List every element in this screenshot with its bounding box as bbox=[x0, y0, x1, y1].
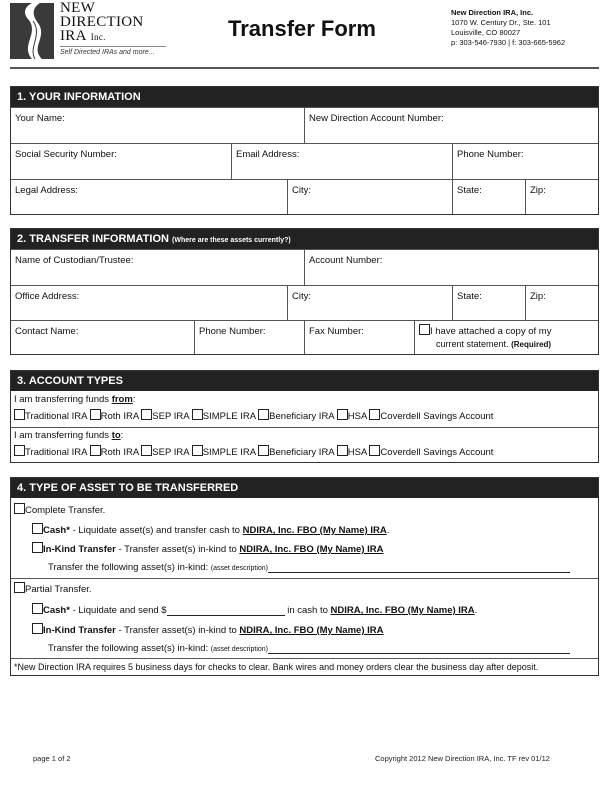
company-city: Louisville, CO 80027 bbox=[451, 28, 521, 37]
transfer-from-label: I am transferring funds from: bbox=[14, 394, 136, 405]
complete-inkind-text: - Transfer asset(s) in-kind to bbox=[115, 544, 240, 555]
from-beneficiary-ira-label: Beneficiary IRA bbox=[269, 411, 335, 422]
email-field[interactable] bbox=[231, 144, 452, 179]
complete-cash-checkbox[interactable] bbox=[32, 523, 43, 534]
section2-row2 bbox=[11, 285, 598, 320]
partial-transfer-checkbox[interactable] bbox=[14, 582, 25, 593]
partial-following-label: Transfer the following asset(s) in-kind: bbox=[48, 643, 211, 654]
custodian-phone-field[interactable] bbox=[194, 321, 304, 354]
complete-inkind-checkbox[interactable] bbox=[32, 542, 43, 553]
section2-row1 bbox=[11, 249, 598, 285]
complete-asset-desc-input[interactable] bbox=[268, 563, 570, 573]
header-divider bbox=[10, 67, 599, 69]
company-address bbox=[451, 8, 565, 48]
from-simple-ira-checkbox[interactable] bbox=[192, 409, 203, 420]
from-coverdell-checkbox[interactable] bbox=[369, 409, 380, 420]
from-roth-ira-checkbox[interactable] bbox=[90, 409, 101, 420]
fax-label: Fax Number: bbox=[309, 326, 364, 337]
complete-transfer-label: Complete Transfer. bbox=[25, 505, 106, 516]
logo-line3: IRA bbox=[60, 28, 87, 44]
partial-cash-text: - Liquidate and send $ bbox=[69, 605, 167, 616]
transfer-to-word: to bbox=[111, 430, 121, 441]
statement-attached-line2: current statement. bbox=[436, 339, 509, 349]
logo-wordmark bbox=[60, 1, 144, 44]
to-hsa-label: HSA bbox=[347, 447, 367, 458]
section4-heading: 4. TYPE OF ASSET TO BE TRANSFERRED bbox=[11, 478, 598, 498]
custodian-state-field[interactable] bbox=[452, 286, 525, 320]
custodian-account-number-label: Account Number: bbox=[309, 255, 383, 266]
to-roth-ira-checkbox[interactable] bbox=[90, 445, 101, 456]
to-sep-ira-checkbox[interactable] bbox=[141, 445, 152, 456]
section-your-information bbox=[10, 86, 599, 215]
section3-heading: 3. ACCOUNT TYPES bbox=[11, 371, 598, 391]
state-field[interactable] bbox=[452, 180, 525, 214]
complete-cash-fbo: NDIRA, Inc. FBO (My Name) IRA bbox=[242, 525, 387, 536]
to-traditional-ira-checkbox[interactable] bbox=[14, 445, 25, 456]
section2-heading bbox=[11, 229, 598, 249]
from-roth-ira-label: Roth IRA bbox=[100, 411, 139, 422]
complete-following-assets bbox=[48, 562, 570, 573]
partial-asset-desc-label: (asset description) bbox=[210, 646, 268, 653]
ndira-account-number-field[interactable] bbox=[304, 108, 598, 143]
complete-inkind-label: In-Kind Transfer bbox=[43, 544, 116, 555]
partial-inkind-text: - Transfer asset(s) in-kind to bbox=[115, 625, 240, 636]
account-types-divider bbox=[11, 427, 598, 428]
custodian-zip-label: Zip: bbox=[530, 291, 546, 302]
logo-tagline: Self Directed IRAs and more... bbox=[60, 49, 155, 56]
custodian-zip-field[interactable] bbox=[525, 286, 598, 320]
legal-address-label: Legal Address: bbox=[15, 185, 78, 196]
from-types-row bbox=[14, 409, 493, 422]
company-street: 1070 W. Century Dr., Ste. 101 bbox=[451, 18, 551, 27]
section2-row3 bbox=[11, 320, 598, 354]
from-sep-ira-checkbox[interactable] bbox=[141, 409, 152, 420]
partial-following-assets bbox=[48, 643, 570, 654]
from-traditional-ira-checkbox[interactable] bbox=[14, 409, 25, 420]
section1-row1 bbox=[11, 107, 598, 143]
from-sep-ira-label: SEP IRA bbox=[152, 411, 190, 422]
partial-cash-checkbox[interactable] bbox=[32, 603, 43, 614]
zip-label: Zip: bbox=[530, 185, 546, 196]
to-roth-ira-label: Roth IRA bbox=[100, 447, 139, 458]
city-label: City: bbox=[292, 185, 311, 196]
clearing-note: *New Direction IRA requires 5 business days for checks to clear. Bank wires and money orders clear the business day after deposit. bbox=[14, 662, 539, 672]
to-beneficiary-ira-checkbox[interactable] bbox=[258, 445, 269, 456]
partial-cash-to-text: in cash to bbox=[284, 605, 331, 616]
section-account-types bbox=[10, 370, 599, 463]
custodian-state-label: State: bbox=[457, 291, 482, 302]
section1-heading: 1. YOUR INFORMATION bbox=[11, 87, 598, 107]
statement-required-note: (Required) bbox=[511, 340, 552, 349]
to-simple-ira-label: SIMPLE IRA bbox=[202, 447, 256, 458]
partial-transfer-label: Partial Transfer. bbox=[25, 584, 92, 595]
to-simple-ira-checkbox[interactable] bbox=[192, 445, 203, 456]
complete-transfer-option bbox=[14, 503, 105, 516]
partial-inkind-label: In-Kind Transfer bbox=[43, 625, 116, 636]
copyright: Copyright 2012 New Direction IRA, Inc. TF rev 01/12 bbox=[375, 754, 550, 763]
contact-name-field[interactable] bbox=[11, 321, 194, 354]
partial-inkind-option bbox=[32, 623, 384, 636]
complete-inkind-fbo: NDIRA, Inc. FBO (My Name) IRA bbox=[239, 544, 384, 555]
complete-cash-text: - Liquidate asset(s) and transfer cash to bbox=[69, 525, 243, 536]
from-beneficiary-ira-checkbox[interactable] bbox=[258, 409, 269, 420]
custodian-label: Name of Custodian/Trustee: bbox=[15, 255, 134, 266]
page-number: page 1 of 2 bbox=[33, 754, 71, 763]
section1-row2 bbox=[11, 143, 598, 179]
custodian-account-number-field[interactable] bbox=[304, 250, 598, 285]
logo-mark bbox=[10, 3, 54, 59]
your-name-field[interactable] bbox=[11, 108, 304, 143]
complete-asset-desc-label: (asset description) bbox=[210, 565, 268, 572]
state-label: State: bbox=[457, 185, 482, 196]
email-label: Email Address: bbox=[236, 149, 300, 160]
section2-title: 2. TRANSFER INFORMATION bbox=[17, 233, 169, 245]
statement-attached-checkbox[interactable] bbox=[419, 324, 430, 335]
complete-cash-option: Cash* - Liquidate asset(s) and transfer cash to NDIRA, Inc. FBO (My Name) IRA. bbox=[32, 523, 389, 536]
phone-field[interactable] bbox=[452, 144, 598, 179]
legal-address-field[interactable] bbox=[11, 180, 287, 214]
transfer-to-label: I am transferring funds to: bbox=[14, 430, 124, 441]
partial-cash-label: Cash* bbox=[43, 605, 70, 616]
transfer-type-divider bbox=[11, 578, 598, 579]
statement-attached-cell bbox=[414, 321, 598, 354]
logo-line1: NEW bbox=[60, 0, 96, 16]
to-traditional-ira-label: Traditional IRA bbox=[25, 447, 87, 458]
to-coverdell-label: Coverdell Savings Account bbox=[380, 447, 494, 458]
complete-inkind-option bbox=[32, 542, 384, 555]
from-hsa-checkbox[interactable] bbox=[337, 409, 348, 420]
from-coverdell-label: Coverdell Savings Account bbox=[380, 411, 494, 422]
office-address-field[interactable] bbox=[11, 286, 287, 320]
section1-row3 bbox=[11, 179, 598, 214]
to-coverdell-checkbox[interactable] bbox=[369, 445, 380, 456]
to-sep-ira-label: SEP IRA bbox=[152, 447, 190, 458]
to-beneficiary-ira-label: Beneficiary IRA bbox=[269, 447, 335, 458]
logo-inc: Inc. bbox=[90, 32, 106, 42]
city-field[interactable] bbox=[287, 180, 452, 214]
section-transfer-information bbox=[10, 228, 599, 355]
your-name-label: Your Name: bbox=[15, 113, 65, 124]
ndira-account-number-label: New Direction Account Number: bbox=[309, 113, 444, 124]
office-address-label: Office Address: bbox=[15, 291, 80, 302]
fax-field[interactable] bbox=[304, 321, 414, 354]
custodian-field[interactable] bbox=[11, 250, 304, 285]
partial-asset-desc-input[interactable] bbox=[268, 644, 570, 654]
logo-road-icon bbox=[10, 3, 54, 59]
complete-following-label: Transfer the following asset(s) in-kind: bbox=[48, 562, 211, 573]
custodian-phone-label: Phone Number: bbox=[199, 326, 266, 337]
zip-field[interactable] bbox=[525, 180, 598, 214]
partial-inkind-fbo: NDIRA, Inc. FBO (My Name) IRA bbox=[239, 625, 384, 636]
logo-divider bbox=[60, 46, 166, 47]
from-hsa-label: HSA bbox=[347, 411, 367, 422]
section2-title-note: (Where are these assets currently?) bbox=[172, 237, 291, 244]
phone-label: Phone Number: bbox=[457, 149, 524, 160]
ssn-field[interactable] bbox=[11, 144, 231, 179]
partial-inkind-checkbox[interactable] bbox=[32, 623, 43, 634]
transfer-from-word: from bbox=[111, 394, 133, 405]
statement-attached-line1: I have attached a copy of my bbox=[430, 326, 552, 337]
partial-cash-amount-input[interactable] bbox=[167, 606, 285, 616]
partial-cash-fbo: NDIRA, Inc. FBO (My Name) IRA bbox=[330, 605, 475, 616]
partial-transfer-option bbox=[14, 582, 92, 595]
contact-name-label: Contact Name: bbox=[15, 326, 79, 337]
partial-cash-option: Cash* - Liquidate and send $ in cash to NDIRA, Inc. FBO (My Name) IRA. bbox=[32, 603, 477, 616]
note-divider bbox=[11, 658, 598, 659]
to-types-row bbox=[14, 445, 493, 458]
logo-line2: DIRECTION bbox=[60, 14, 144, 30]
custodian-city-field[interactable] bbox=[287, 286, 452, 320]
from-traditional-ira-label: Traditional IRA bbox=[25, 411, 87, 422]
custodian-city-label: City: bbox=[292, 291, 311, 302]
page-title: Transfer Form bbox=[228, 16, 376, 41]
company-name: New Direction IRA, Inc. bbox=[451, 8, 534, 17]
company-phones: p: 303-546-7930 | f: 303-665-5962 bbox=[451, 38, 566, 47]
complete-cash-label: Cash* bbox=[43, 525, 70, 536]
section-asset-type bbox=[10, 477, 599, 676]
ssn-label: Social Security Number: bbox=[15, 149, 117, 160]
from-simple-ira-label: SIMPLE IRA bbox=[202, 411, 256, 422]
to-hsa-checkbox[interactable] bbox=[337, 445, 348, 456]
complete-transfer-checkbox[interactable] bbox=[14, 503, 25, 514]
